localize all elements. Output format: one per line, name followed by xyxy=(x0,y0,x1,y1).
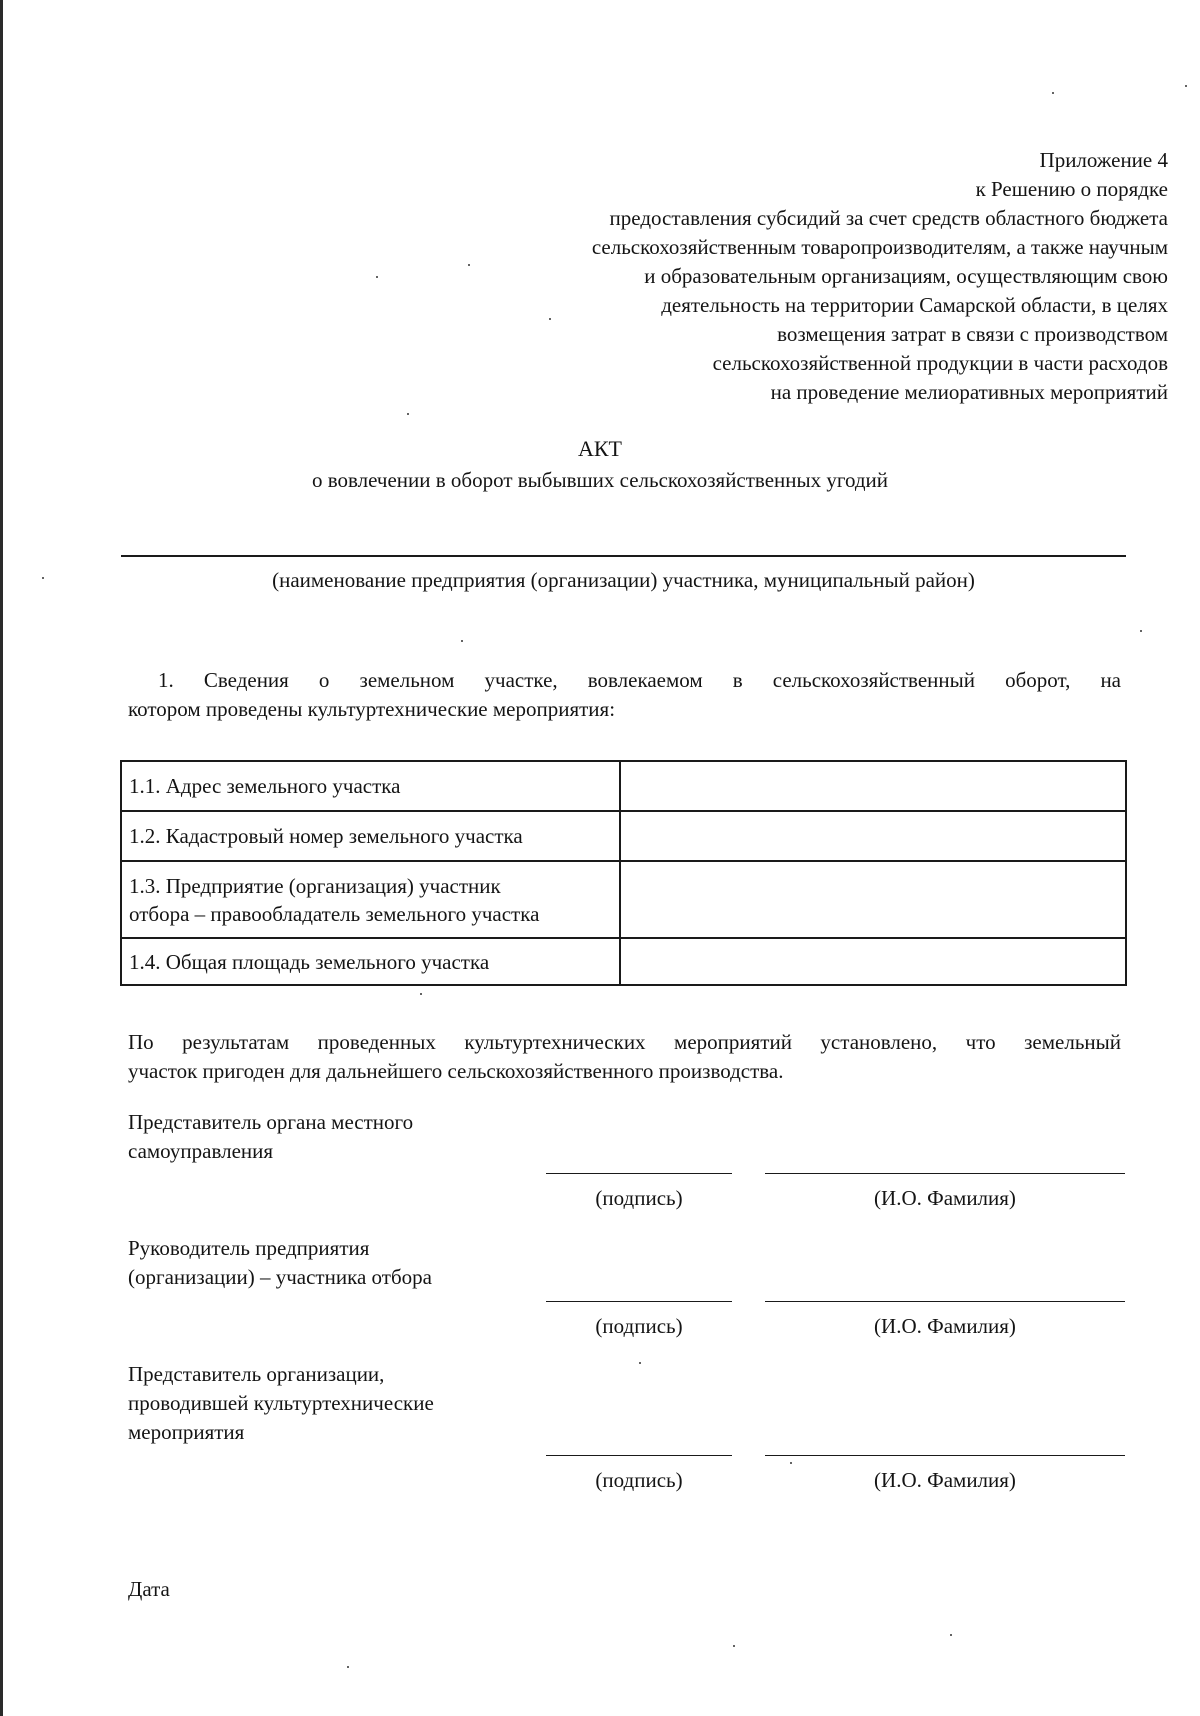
appendix-line: сельскохозяйственной продукции в части расходов xyxy=(712,351,1168,375)
row-label-cadastral-number: 1.2. Кадастровый номер земельного участка xyxy=(121,811,620,861)
scan-speck xyxy=(461,640,463,642)
conclusion-paragraph xyxy=(128,1028,1121,1086)
conclusion-line-1: По результатам проведенных культуртехнических мероприятий установлено, что земельный xyxy=(128,1030,1121,1054)
signature-caption: (подпись) xyxy=(595,1186,683,1210)
signature-caption: (подпись) xyxy=(595,1314,683,1338)
section-1-intro xyxy=(128,666,1121,724)
name-caption: (И.О. Фамилия) xyxy=(874,1186,1016,1210)
document-title: АКТ xyxy=(578,436,622,461)
appendix-line: Приложение 4 xyxy=(1039,148,1168,172)
signatory-local-government xyxy=(128,1108,528,1166)
scan-speck xyxy=(347,1666,349,1668)
scan-speck xyxy=(407,413,409,415)
table-row xyxy=(121,938,1126,985)
conclusion-line-2: участок пригоден для дальнейшего сельскохозяйственного производства. xyxy=(128,1059,784,1083)
row-label-address: 1.1. Адрес земельного участка xyxy=(121,761,620,811)
row-value-address xyxy=(620,761,1126,811)
table-row xyxy=(121,861,1126,938)
appendix-line: предоставления субсидий за счет средств областного бюджета xyxy=(609,206,1168,230)
date-label: Дата xyxy=(128,1577,170,1601)
signatory-role-line: Руководитель предприятия xyxy=(128,1236,370,1260)
section-1-line-1: 1. Сведения о земельном участке, вовлекаемом в сельскохозяйственный оборот, на xyxy=(158,668,1121,692)
organization-name-line xyxy=(121,555,1126,557)
name-caption: (И.О. Фамилия) xyxy=(874,1314,1016,1338)
name-line xyxy=(765,1455,1125,1456)
scan-speck xyxy=(42,577,44,579)
table-row xyxy=(121,811,1126,861)
scan-speck xyxy=(420,993,422,995)
name-line xyxy=(765,1301,1125,1302)
row-label-owner-line-2: отбора – правообладатель земельного участка xyxy=(129,901,540,926)
row-value-cadastral-number xyxy=(620,811,1126,861)
row-value-owner xyxy=(620,861,1126,938)
scan-speck xyxy=(950,1634,952,1636)
appendix-line: на проведение мелиоративных мероприятий xyxy=(770,380,1168,404)
scan-speck xyxy=(376,276,378,278)
name-line xyxy=(765,1173,1125,1174)
organization-caption: (наименование предприятия (организации) участника, муниципальный район) xyxy=(272,568,975,592)
table-row xyxy=(121,761,1126,811)
signature-line xyxy=(546,1301,732,1302)
document-subtitle: о вовлечении в оборот выбывших сельскохозяйственных угодий xyxy=(311,468,889,492)
scan-speck xyxy=(549,318,551,320)
appendix-line: сельскохозяйственным товаропроизводителям, а также научным xyxy=(591,235,1168,259)
signatory-role-line: проводившей культуртехнические xyxy=(128,1391,434,1415)
row-label-total-area: 1.4. Общая площадь земельного участка xyxy=(121,938,620,985)
scan-speck xyxy=(733,1645,735,1647)
name-caption: (И.О. Фамилия) xyxy=(874,1468,1016,1492)
signatory-role-line: Представитель организации, xyxy=(128,1362,385,1386)
scan-speck xyxy=(790,1462,792,1464)
scan-speck xyxy=(1140,630,1142,632)
scan-left-edge xyxy=(0,0,3,1716)
land-plot-table xyxy=(120,760,1127,986)
appendix-line: и образовательным организациям, осуществляющим свою xyxy=(644,264,1168,288)
row-value-total-area xyxy=(620,938,1126,985)
appendix-line: деятельность на территории Самарской области, в целях xyxy=(661,293,1168,317)
signatory-role-line: Представитель органа местного xyxy=(128,1110,414,1134)
scan-speck xyxy=(1185,85,1187,87)
signature-line xyxy=(546,1455,732,1456)
row-label-owner xyxy=(121,861,620,938)
signatory-enterprise-head xyxy=(128,1234,528,1292)
scan-speck xyxy=(639,1362,641,1364)
scan-speck xyxy=(1052,92,1054,94)
section-1-line-2: котором проведены культуртехнические мероприятия: xyxy=(128,697,616,721)
signatory-role-line: (организации) – участника отбора xyxy=(128,1265,432,1289)
signature-line xyxy=(546,1173,732,1174)
appendix-line: возмещения затрат в связи с производством xyxy=(777,322,1168,346)
signatory-role-line: самоуправления xyxy=(128,1139,274,1163)
row-label-owner-line-1: 1.3. Предприятие (организация) участник xyxy=(129,873,501,898)
scan-speck xyxy=(468,264,470,266)
appendix-line: к Решению о порядке xyxy=(975,177,1168,201)
signatory-contractor-representative xyxy=(128,1360,528,1447)
appendix-header xyxy=(408,146,1168,407)
signatory-role-line: мероприятия xyxy=(128,1420,245,1444)
signature-caption: (подпись) xyxy=(595,1468,683,1492)
